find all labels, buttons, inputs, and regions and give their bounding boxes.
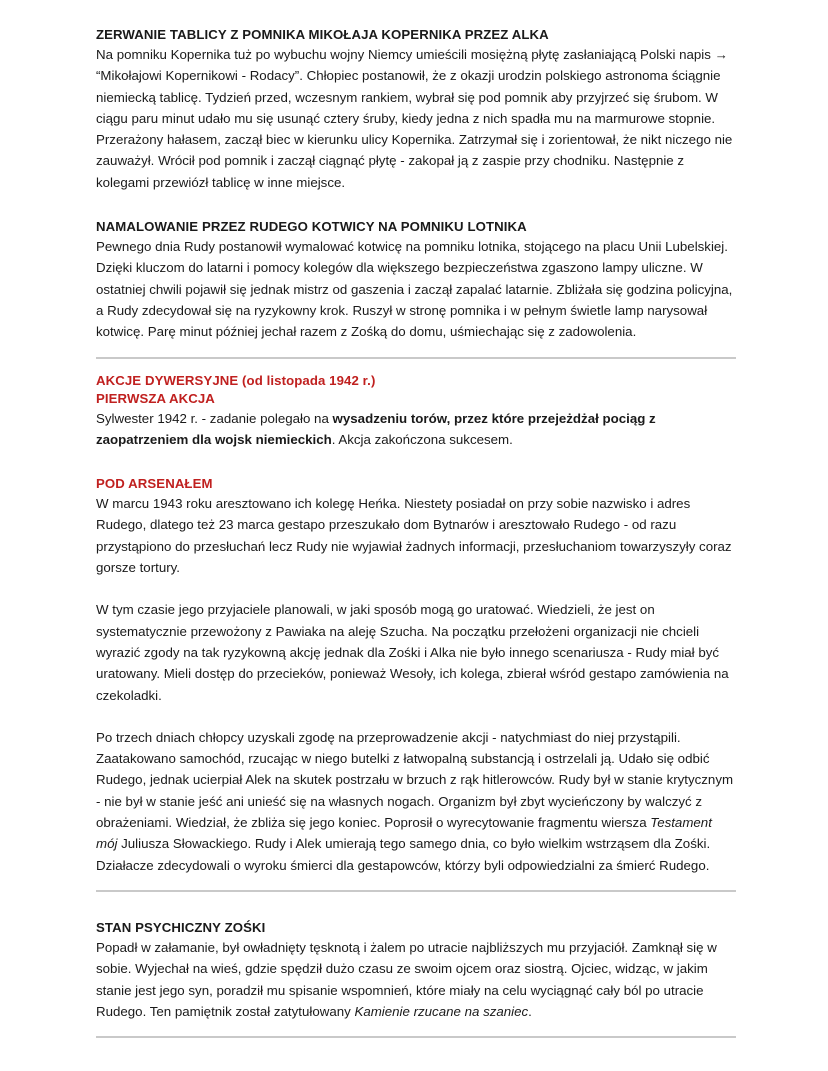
- section-paragraph-pod-arsenalem-1: W marcu 1943 roku aresztowano ich kolegę Heńka. Niestety posiadał on przy sobie nazwisko i adres Rudego, dlatego też 23 marca gestapo przeszukało dom Bytnarów i aresztowało Rudego - od razu przystąpiono do przesłuchań lecz Rudy nie wyjawiał żadnych informacji, przesłuchaniom towarzyszyły coraz gorsze tortury.: [96, 496, 732, 576]
- section-heading-zerwanie-tablicy: ZERWANIE TABLICY Z POMNIKA MIKOŁAJA KOPERNIKA PRZEZ ALKA: [96, 27, 549, 42]
- horizontal-divider: [96, 1036, 736, 1038]
- section-paragraph-pod-arsenalem-3: [96, 727, 736, 876]
- divider-1-wrap: [96, 343, 736, 372]
- horizontal-divider: [96, 357, 736, 359]
- section-heading-stan-psychiczny-zoski: STAN PSYCHICZNY ZOŚKI: [96, 919, 266, 935]
- spacer: [96, 905, 736, 919]
- section-stan-psychiczny-zoski: [96, 919, 736, 1022]
- section-akcje-dywersyjne: [96, 372, 736, 451]
- divider-2-wrap: [96, 876, 736, 905]
- section-namalowanie-kotwicy: [96, 218, 736, 342]
- sub-heading-pierwsza-akcja: PIERWSZA AKCJA: [96, 390, 215, 406]
- divider-3-wrap: [96, 1022, 736, 1051]
- section-paragraph-stan-psychiczny-zoski: [96, 937, 736, 1022]
- section-heading-pod-arsenalem: POD ARSENAŁEM: [96, 476, 213, 492]
- horizontal-divider: [96, 890, 736, 892]
- text-run-normal-2: .: [528, 1003, 532, 1019]
- text-run-normal: Popadł w załamanie, był owładnięty tęsknotą i żalem po utracie najbliższych mu przyjaciół. Zamknął się w sobie. Wyjechał na wieś, gdzie spędził dużo czasu ze swoim ojcem oraz siostrą. Ojciec, widząc, w jakim stanie jest jego syn, poradził mu spisanie wspomnień, które miały na celu wyciągnąć cały ból po utracie Rudego. Ten pamiętnik został zatytułowany: [96, 939, 717, 1019]
- document-content: [96, 26, 736, 1051]
- section-paragraph-pod-arsenalem-2: W tym czasie jego przyjaciele planowali, w jaki sposób mogą go uratować. Wiedzieli, że jest on systematycznie przewożony z Pawiaka na aleję Szucha. Na początku przełożeni organizacji nie chcieli wyrazić zgody na tak ryzykowną akcję jednak dla Zośki i Alka nie było innego scenariusza - Rudy miał być uratowany. Mieli dostęp do przecieków, ponieważ Wesoły, ich kolega, zbierał wśród gestapo zamówienia na czekoladki.: [96, 602, 729, 703]
- section-paragraph-pierwsza-akcja: [96, 408, 736, 451]
- spacer: [96, 450, 736, 475]
- section-pod-arsenalem: [96, 475, 736, 876]
- text-run-normal-2: . Akcja zakończona sukcesem.: [331, 431, 513, 447]
- section-heading-namalowanie-kotwicy: NAMALOWANIE PRZEZ RUDEGO KOTWICY NA POMNIKU LOTNIKA: [96, 219, 527, 235]
- section-zerwanie-tablicy: [96, 26, 736, 193]
- text-run-italic-title: Kamienie rzucane na szaniec: [354, 1003, 529, 1019]
- spacer: [96, 193, 736, 218]
- section-paragraph-namalowanie-kotwicy: Pewnego dnia Rudy postanowił wymalować kotwicę na pomniku lotnika, stojącego na placu Unii Lubelskiej. Dzięki kluczom do latarni i pomocy kolegów dla większego bezpieczeństwa zgaszono lampy uliczne. W ostatniej chwili pojawił się jednak mistrz od gaszenia i zaczął zapalać latarnie. Zbliżała się godzina policyjna, a Rudy zdecydował się na ryzykowny krok. Ruszył w stronę pomnika i w pełnym świetle lamp narysował kotwicę. Parę minut później jechał razem z Zośką do domu, uśmiechając się z zadowolenia.: [96, 239, 733, 340]
- text-run-italic-title: Testament mój: [96, 815, 712, 852]
- text-run-normal-2: Juliusza Słowackiego. Rudy i Alek umierają tego samego dnia, co było wielkim wstrząsem dla Zośki. Działacze zdecydowali o wyroku śmierci dla gestapowców, którzy byli odpowiedzialni za śmierć Rudego.: [96, 836, 711, 873]
- text-run-bold: wysadzeniu torów, przez które przejeżdżał pociąg z zaopatrzeniem dla wojsk niemieckich: [96, 410, 656, 447]
- text-run-normal: Sylwester 1942 r. - zadanie polegało na: [96, 410, 333, 426]
- text-run-normal: Po trzech dniach chłopcy uzyskali zgodę na przeprowadzenie akcji - natychmiast do niej przystąpili. Zaatakowano samochód, rzucając w niego butelki z łatwopalną substancją i ostrzelali ją. Udało się odbić Rudego, jednak ucierpiał Alek na skutek postrzału w brzuch z rąk hitlerowców. Rudy był w stanie krytycznym - nie był w stanie jeść ani unieść się na własnych nogach. Organizm był zbyt wycieńczony by walczyć z obrażeniami. Wiedział, że zbliża się jego koniec. Poprosił o wyrecytowanie fragmentu wiersza: [96, 729, 734, 831]
- section-heading-akcje-dywersyjne: AKCJE DYWERSYJNE (od listopada 1942 r.): [96, 372, 376, 388]
- section-paragraph-zerwanie-tablicy: Na pomniku Kopernika tuż po wybuchu wojny Niemcy umieścili mosiężną płytę zasłaniającą Polski napis → “Mikołajowi Kopernikowi - Rodacy”. Chłopiec postanowił, że z okazji urodzin polskiego astronoma ściągnie niemiecką tablicę. Tydzień przed, wczesnym rankiem, wybrał się pod pomnik aby przyjrzeć się śrubom. W ciągu paru minut udało mu się usunąć cztery śruby, kiedy jedna z nich spadła mu na marmurowe stopnie. Przerażony hałasem, zaczął biec w kierunku ulicy Kopernika. Zatrzymał się i zorientował, że nikt niczego nie zauważył. Wrócił pod pomnik i zaczął ciągnąć płytę - zakopał ją z zaspie przy chodniku. Następnie z kolegami przewiózł tablicę w inne miejsce.: [96, 47, 733, 190]
